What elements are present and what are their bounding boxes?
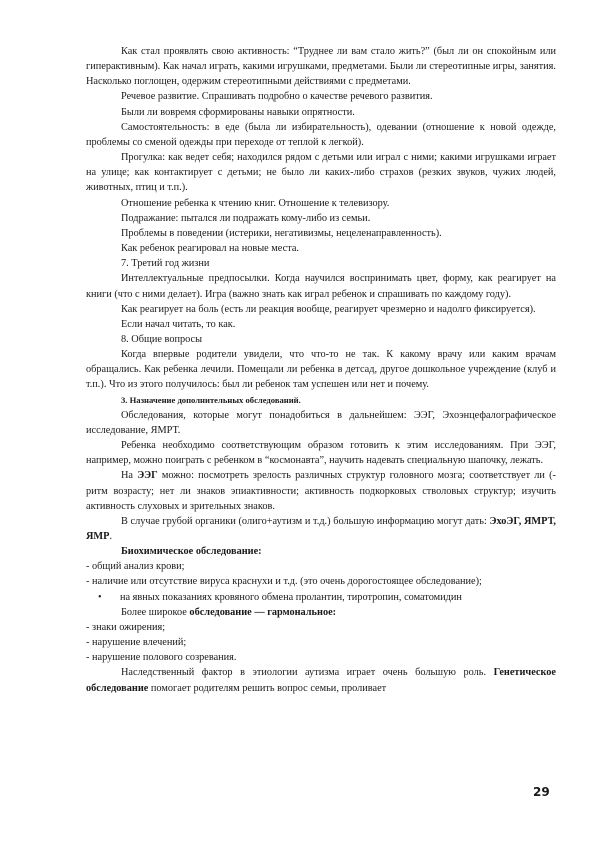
section-heading: 3. Назначение дополнительных обследований. — [121, 394, 301, 405]
bold-term: ЭхоЭГ, ЯМРТ, ЯМР — [86, 515, 556, 542]
paragraph: Если начал читать, то как. — [121, 318, 236, 330]
list-item: - нарушение влечений; — [86, 637, 187, 649]
page-number: 29 — [533, 785, 550, 799]
bold-term: ЭЭГ — [137, 470, 158, 482]
paragraph: Прогулка: как ведет себя; находился рядом с детьми или играл с ними; какими игрушками играет на улице; как контактирует с детьми; не было ли каких-либо страхов (резких звуков, чужих людей, животных, птиц и т.п.). — [86, 152, 556, 194]
bold-subheading — [86, 544, 556, 559]
paragraph: Подражание: пытался ли подражать кому-либо из семьи. — [121, 212, 371, 224]
paragraph: Как реагирует на боль (есть ли реакция вообще, реагирует чрезмерно и надолго фиксируется). — [121, 303, 536, 315]
paragraph — [86, 468, 556, 513]
paragraph: Были ли вовремя сформированы навыки опрятности. — [121, 106, 355, 118]
list-item: - знаки ожирения; — [86, 621, 166, 633]
paragraph: Отношение ребенка к чтению книг. Отношение к телевизору. — [121, 197, 390, 209]
bold-term: Генетическое обследование — [86, 667, 556, 694]
text-run: В случае грубой органики (олиго+аутизм и т.д.) большую информацию могут дать: — [121, 515, 490, 527]
list-item: - общий анализ крови; — [86, 561, 185, 573]
bold-term: обследование — гармональное: — [189, 606, 337, 618]
bullet-item — [86, 590, 556, 605]
bullet-icon: • — [98, 591, 102, 603]
paragraph: Самостоятельность: в еде (была ли избирательность), одевании (отношение к новой одежде, проблемы со сменой одежды при переходе от теплой к легкой). — [86, 121, 556, 148]
paragraph: Речевое развитие. Спрашивать подробно о качестве речевого развития. — [121, 91, 433, 103]
text-run: Наследственный фактор в этиологии аутизма играет очень большую роль. — [121, 667, 494, 679]
page-body — [86, 44, 556, 696]
paragraph: Интеллектуальные предпосылки. Когда научился воспринимать цвет, форму, как реагирует на книги (что с ними делает). Игра (важно знать как играл ребенок и спрашивать по каждому году). — [86, 273, 556, 300]
paragraph: Как стал проявлять свою активность: “Труднее ли вам стало жить?” (был ли он спокойным или гиперактивным). Как начал играть, какими игрушками, предметами. Были ли стереотипные игры, занятия. Насколько поглощен, одержим стереотипными действиями с предметами. — [86, 46, 556, 88]
text-run: На — [121, 470, 138, 482]
text-run: помогает родителям решить вопрос семьи, проливает — [148, 682, 387, 694]
text-run: Более широкое — [121, 606, 190, 618]
text-run: можно: посмотреть зрелость различных структур головного мозга; соответствует ли (-ритм возрасту; нет ли знаков эпиактивности; активность подкорковых стволовых структур; изучить активность слуховых и зрительных знаков. — [86, 470, 556, 512]
paragraph: Когда впервые родители увидели, что что-то не так. К какому врачу или каким врачам обращались. Как ребенка лечили. Помещали ли ребенка в детсад, другое дошкольное учреждение (клуб и т.п.). Что из этого получилось: был ли ребенок там успешен или нет и почему. — [86, 349, 556, 391]
subsection-heading: 8. Общие вопросы — [121, 333, 203, 345]
paragraph: Ребенка необходимо соответствующим образом готовить к этим исследованиям. При ЭЭГ, например, можно поиграть с ребенком в “космонавта”, научить надевать специальную шапочку, лежать. — [86, 440, 556, 467]
paragraph — [86, 665, 556, 695]
paragraph: Проблемы в поведении (истерики, негативизмы, нецеленаправленность). — [121, 227, 442, 239]
bullet-text: на явных показаниях кровяного обмена пролантин, тиротропин, соматомидин — [120, 591, 462, 603]
paragraph — [86, 605, 556, 620]
subsection-heading: 7. Третий год жизни — [121, 258, 210, 270]
bold-term: Биохимическое обследование: — [121, 546, 262, 558]
paragraph — [86, 514, 556, 544]
list-item: - нарушение полового созревания. — [86, 652, 237, 664]
text-run: . — [109, 531, 113, 542]
paragraph: Как ребенок реагировал на новые места. — [121, 243, 299, 255]
paragraph: Обследования, которые могут понадобиться в дальнейшем: ЭЭГ, Эхоэнцефалографическое исследование, ЯМРТ. — [86, 409, 556, 436]
list-item: - наличие или отсутствие вируса краснухи и т.д. (это очень дорогостоящее обследование); — [86, 576, 482, 588]
